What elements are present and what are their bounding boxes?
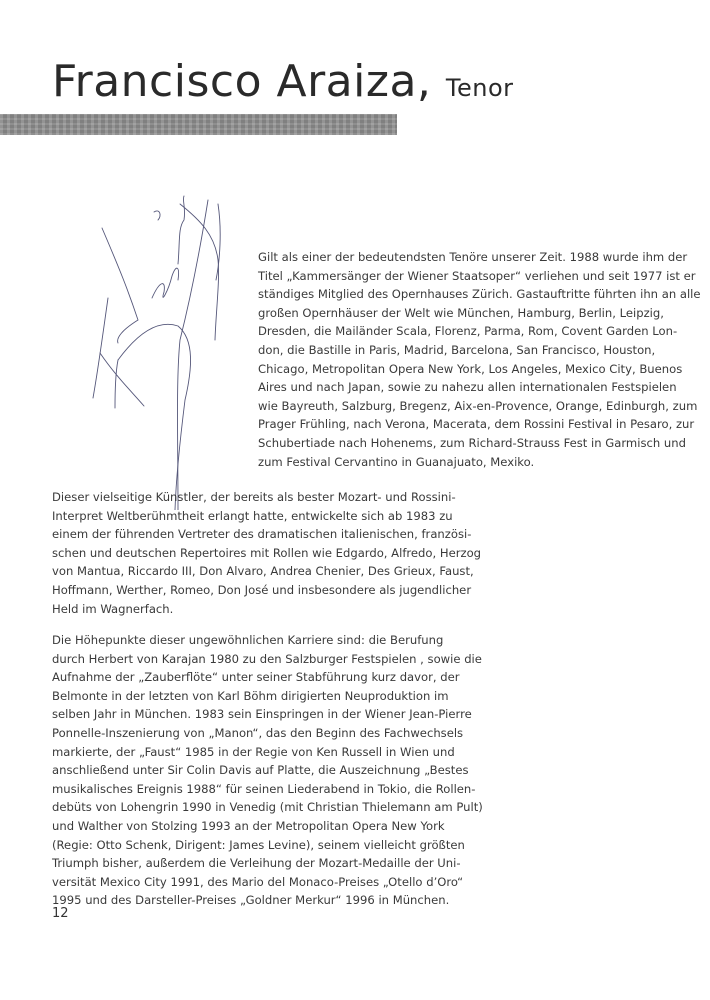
text-line: anschließend unter Sir Colin Davis auf Platte, die Auszeichnung „Bestes	[52, 763, 469, 778]
text-line: Titel „Kammersänger der Wiener Staatsoper“ verliehen und seit 1977 ist er	[258, 268, 696, 283]
text-line: debüts von Lohengrin 1990 in Venedig (mit Christian Thielemann am Pult)	[52, 800, 483, 815]
text-line: Hoffmann, Werther, Romeo, Don José und insbesondere als jugendlicher	[52, 582, 472, 597]
text-line: musikalisches Ereignis 1988“ für seinen Liederabend in Tokio, die Rollen-	[52, 781, 476, 796]
text-line: durch Herbert von Karajan 1980 zu den Salzburger Festspielen , sowie die	[52, 651, 482, 666]
text-line: wie Bayreuth, Salzburg, Bregenz, Aix-en-Provence, Orange, Edinburgh, zum	[258, 398, 698, 413]
text-line: ständiges Mitglied des Opernhauses Zürich. Gastauftritte führten ihn an alle	[258, 287, 701, 302]
text-line: Held im Wagnerfach.	[52, 601, 174, 616]
text-line: zum Festival Cervantino in Guanajuato, Mexiko.	[258, 454, 535, 469]
text-line: markierte, der „Faust“ 1985 in der Regie von Ken Russell in Wien und	[52, 744, 455, 759]
page-number: 12	[52, 906, 69, 921]
signature-icon	[60, 180, 260, 510]
text-line: Dresden, die Mailänder Scala, Florenz, Parma, Rom, Covent Garden Lon-	[258, 324, 678, 339]
text-line: Interpret Weltberühmtheit erlangt hatte, entwickelte sich ab 1983 zu	[52, 508, 453, 523]
text-line: Ponnelle-Inszenierung von „Manon“, das den Beginn des Fachwechsels	[52, 725, 464, 740]
text-line: selben Jahr in München. 1983 sein Einspringen in der Wiener Jean-Pierre	[52, 707, 472, 722]
text-line: einem der führenden Vertreter des dramatischen italienischen, französi-	[52, 527, 472, 542]
text-line: Prager Frühling, nach Verona, Macerata, dem Rossini Festival in Pesaro, zur	[258, 417, 695, 432]
text-line: und Walther von Stolzing 1993 an der Metropolitan Opera New York	[52, 818, 445, 833]
text-line: Triumph bisher, außerdem die Verleihung der Mozart-Medaille der Uni-	[52, 856, 461, 871]
text-line: Chicago, Metropolitan Opera New York, Los Angeles, Mexico City, Buenos	[258, 361, 683, 376]
paragraph-intro	[258, 248, 701, 471]
text-line: 1995 und des Darsteller-Preises „Goldner Merkur“ 1996 in München.	[52, 893, 450, 908]
text-line: (Regie: Otto Schenk, Dirigent: James Levine), seinem vielleicht größten	[52, 837, 465, 852]
paragraph-highlights	[52, 631, 483, 910]
text-line: schen und deutschen Repertoires mit Rollen wie Edgardo, Alfredo, Herzog	[52, 545, 482, 560]
text-line: Belmonte in der letzten von Karl Böhm dirigierten Neuproduktion im	[52, 688, 449, 703]
voice-type: Tenor	[445, 74, 514, 102]
header-decorative-bar	[0, 114, 397, 135]
text-line: Schubertiade nach Hohenems, zum Richard-Strauss Fest in Garmisch und	[258, 435, 686, 450]
text-line: Aires und nach Japan, sowie zu nahezu allen internationalen Festspielen	[258, 380, 677, 395]
text-line: Aufnahme der „Zauberflöte“ unter seiner Stabführung kurz davor, der	[52, 670, 460, 685]
text-line: Gilt als einer der bedeutendsten Tenöre unserer Zeit. 1988 wurde ihm der	[258, 250, 688, 264]
artist-name: Francisco Araiza,	[52, 56, 432, 107]
text-line: versität Mexico City 1991, des Mario del Monaco-Preises „Otello d’Oro“	[52, 874, 464, 889]
page-title	[52, 56, 514, 107]
text-line: Dieser vielseitige Künstler, der bereits als bester Mozart- und Rossini-	[52, 490, 456, 504]
paragraph-repertoire	[52, 488, 481, 618]
text-line: großen Opernhäuser der Welt wie München, Hamburg, Berlin, Leipzig,	[258, 305, 664, 320]
text-line: von Mantua, Riccardo III, Don Alvaro, Andrea Chenier, Des Grieux, Faust,	[52, 564, 474, 579]
text-line: Die Höhepunkte dieser ungewöhnlichen Karriere sind: die Berufung	[52, 633, 444, 647]
text-line: don, die Bastille in Paris, Madrid, Barcelona, San Francisco, Houston,	[258, 342, 656, 357]
